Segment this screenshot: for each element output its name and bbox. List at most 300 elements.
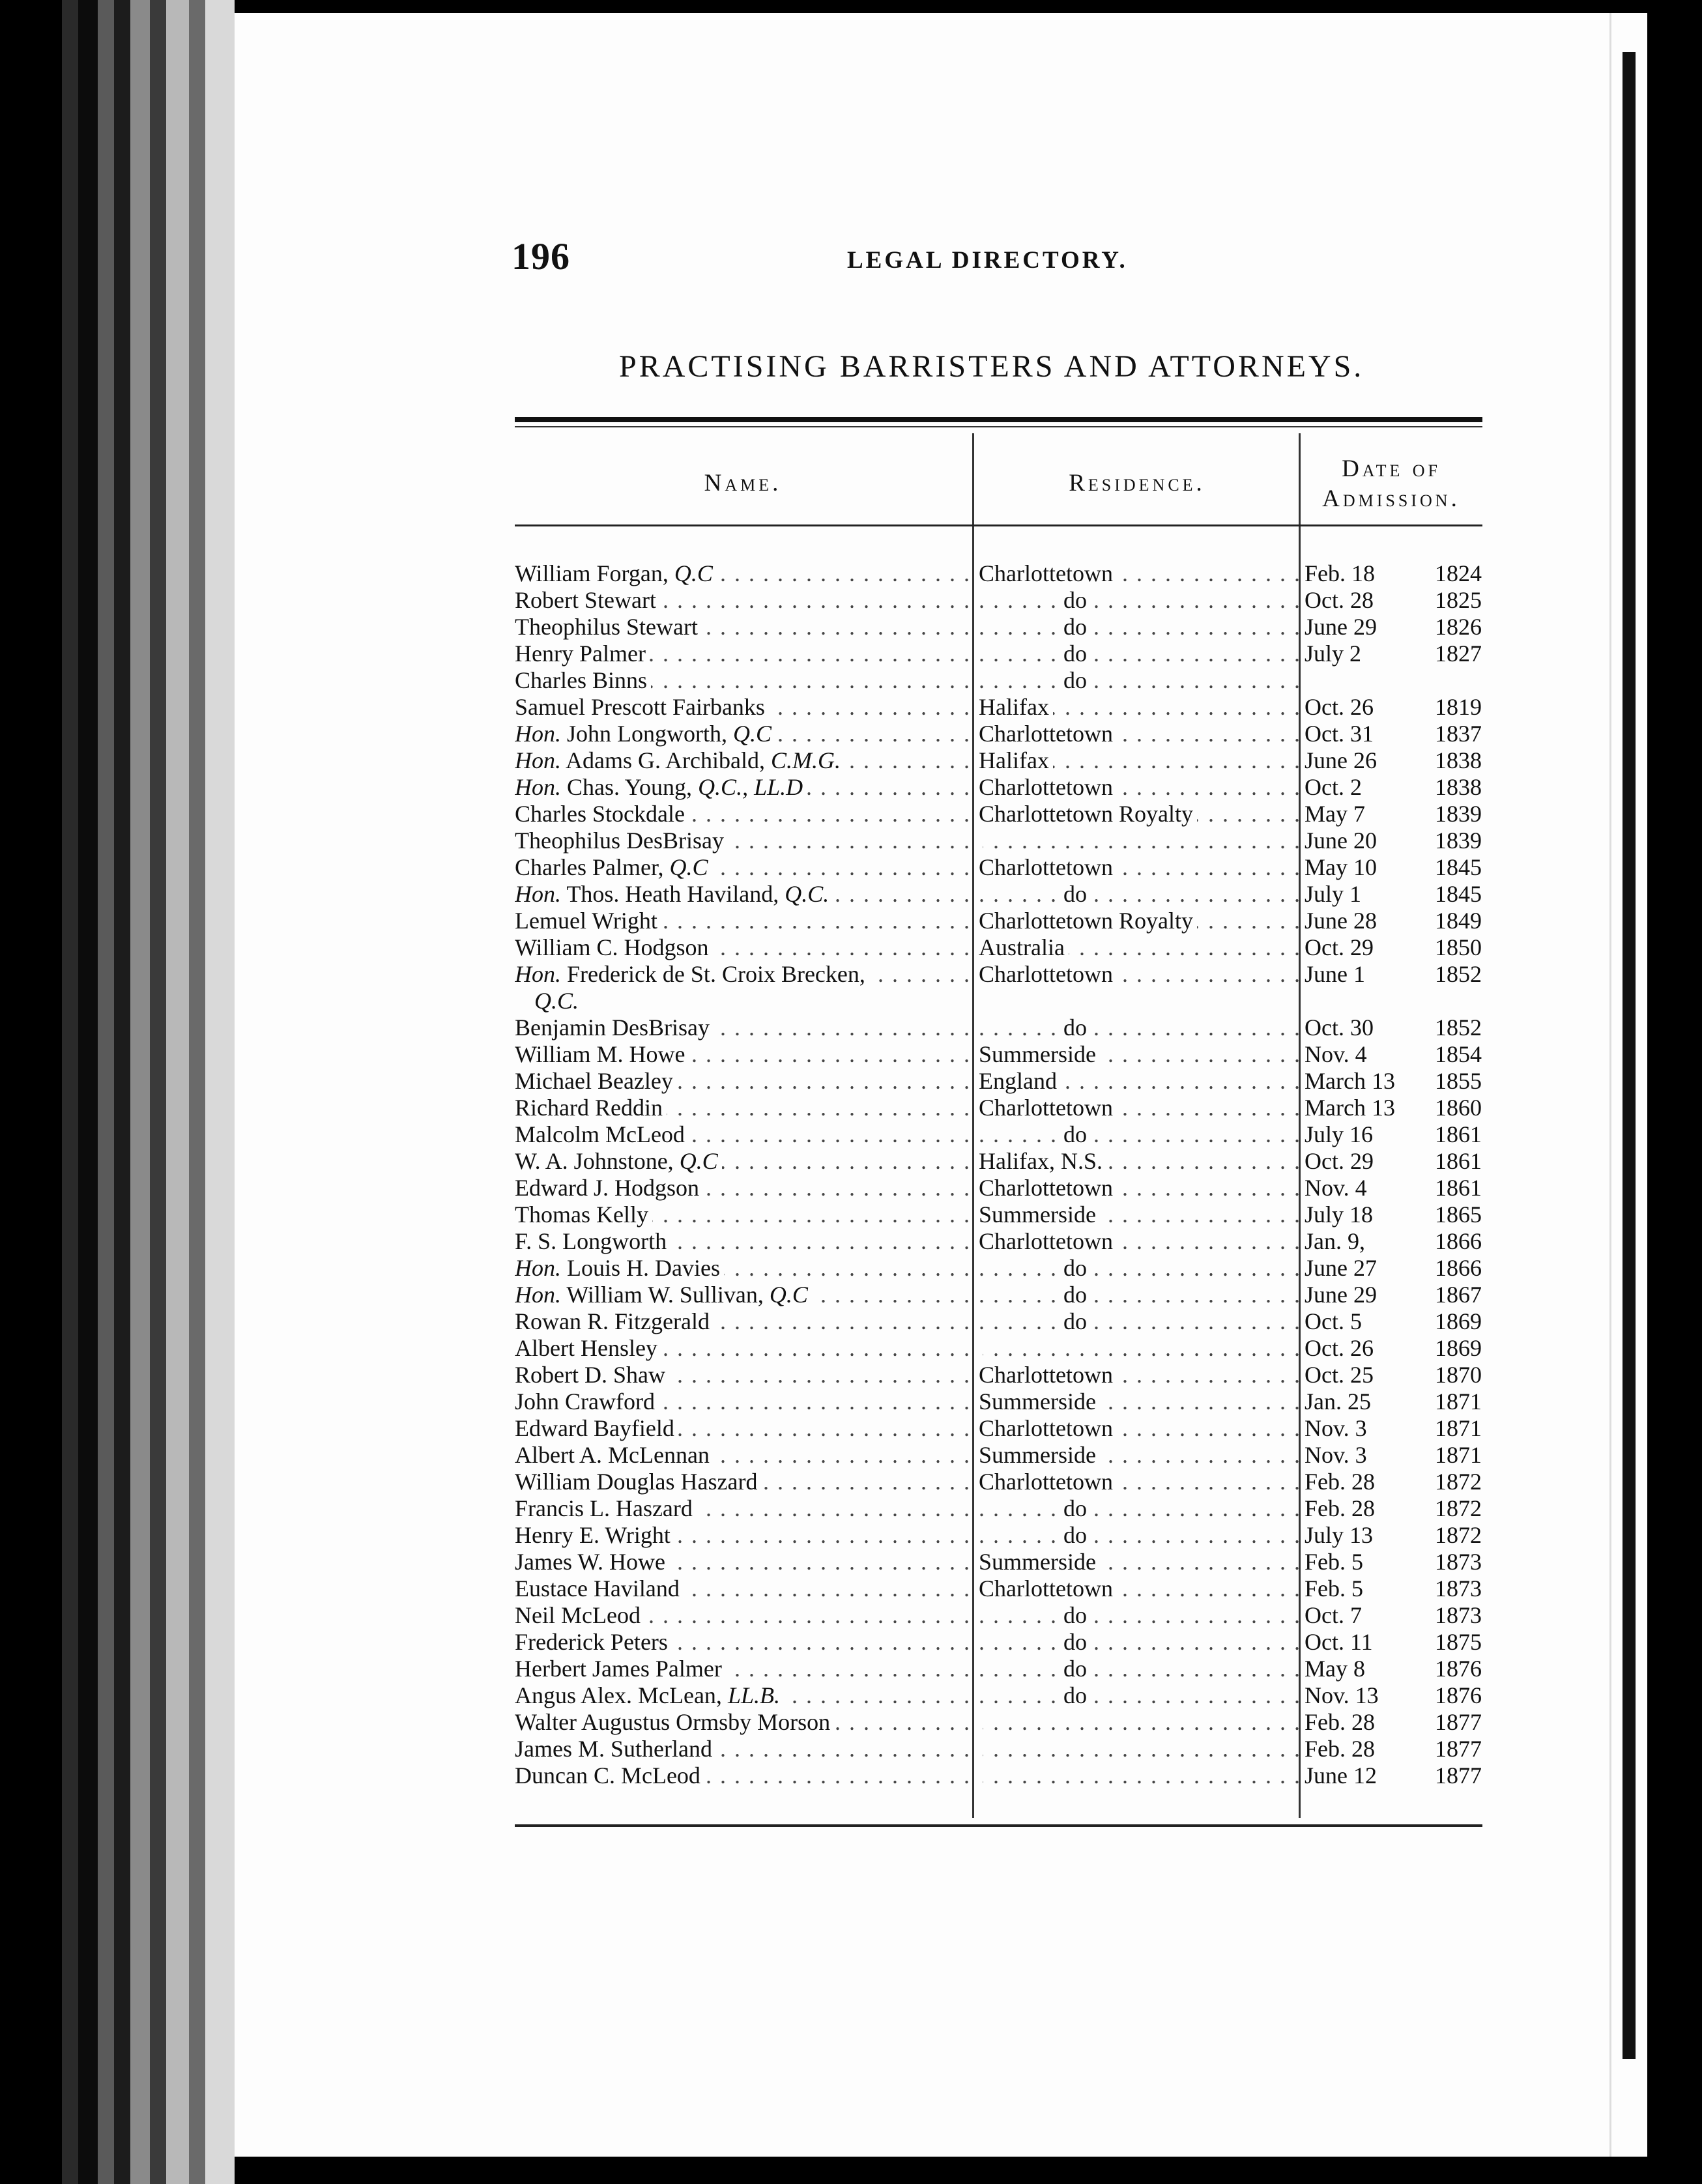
table-row (515, 1335, 1482, 1362)
admission-year: 1845 (1435, 881, 1482, 907)
residence-text: do (1063, 1255, 1091, 1281)
admission-year: 1838 (1435, 747, 1482, 773)
scan-edge-shadow (1623, 52, 1636, 2059)
admission-year: 1866 (1435, 1255, 1482, 1281)
name-text (515, 1575, 684, 1602)
residence-text: Summerside (979, 1388, 1100, 1415)
name-value: James W. Howe (515, 1549, 665, 1575)
admission-date: Oct. 28 (1305, 587, 1374, 613)
table-row (515, 1282, 1482, 1308)
barrister-name (515, 961, 971, 988)
residence-text: Charlottetown (979, 1362, 1117, 1388)
honorific: Hon. (515, 961, 561, 987)
top-rule-thin (515, 426, 1482, 427)
residence-text: do (1063, 587, 1091, 613)
residence-text (979, 827, 983, 854)
table-row (515, 1682, 1482, 1709)
residence-text (979, 1736, 983, 1762)
name-value: Angus Alex. McLean, (515, 1682, 728, 1708)
barrister-name (515, 587, 971, 614)
name-value: Duncan C. McLeod (515, 1762, 700, 1789)
name-value: William Forgan, (515, 560, 674, 586)
admission-date: Nov. 3 (1305, 1442, 1367, 1468)
residence-text: do (1063, 1682, 1091, 1708)
residence (979, 614, 1301, 640)
admission-year: 1865 (1435, 1201, 1482, 1228)
residence-text: do (1063, 1522, 1091, 1548)
name-value: Charles Stockdale (515, 801, 685, 827)
admission-year: 1872 (1435, 1522, 1482, 1548)
residence-text: do (1063, 1121, 1091, 1147)
residence (979, 560, 1301, 587)
table-row (515, 1148, 1482, 1175)
admission-date: Jan. 9, (1305, 1228, 1365, 1254)
barrister-name (515, 1121, 971, 1148)
residence-text: do (1063, 1602, 1091, 1628)
top-rule (515, 417, 1482, 422)
table-row (515, 1201, 1482, 1228)
name-text (515, 774, 807, 800)
admission-date: June 29 (1305, 1282, 1377, 1308)
admission-year: 1875 (1435, 1629, 1482, 1655)
residence-text: Summerside (979, 1041, 1100, 1067)
name-text (515, 881, 833, 907)
admission-date: Feb. 5 (1305, 1549, 1363, 1575)
admission-date: March 13 (1305, 1095, 1395, 1121)
residence (979, 1014, 1301, 1041)
table-row (515, 1095, 1482, 1121)
admission-date: Oct. 25 (1305, 1362, 1374, 1388)
table-row (515, 961, 1482, 1014)
name-text (515, 747, 844, 773)
name-text (515, 1522, 674, 1548)
barrister-name (515, 747, 971, 774)
name-value: Charles Binns (515, 667, 647, 693)
residence (979, 1255, 1301, 1282)
residence-text: Charlottetown (979, 721, 1117, 747)
admission-date: June 26 (1305, 747, 1377, 773)
barrister-name (515, 1629, 971, 1656)
residence-text: Summerside (979, 1442, 1100, 1468)
name-text (515, 1041, 689, 1067)
residence-text: Charlottetown (979, 1469, 1117, 1495)
bottom-rule (515, 1824, 1482, 1827)
residence-text (979, 1762, 983, 1789)
name-text (515, 1656, 726, 1682)
name-value: Edward J. Hodgson (515, 1175, 699, 1201)
honorific: Hon. (515, 774, 561, 800)
name-text (515, 667, 651, 693)
residence (979, 1469, 1301, 1495)
residence-text: Summerside (979, 1201, 1100, 1228)
residence (979, 774, 1301, 801)
residence (979, 961, 1301, 988)
name-text (515, 1549, 669, 1575)
table-row (515, 1549, 1482, 1575)
name-value: Francis L. Haszard (515, 1495, 693, 1521)
table-row (515, 1709, 1482, 1736)
name-value: Adams G. Archibald, (561, 747, 771, 773)
residence (979, 694, 1301, 721)
residence (979, 747, 1301, 774)
admission-date: May 8 (1305, 1656, 1365, 1682)
residence-text: do (1063, 614, 1091, 640)
admission-date: June 29 (1305, 614, 1377, 640)
name-value: John Longworth, (561, 721, 733, 747)
table-row (515, 1388, 1482, 1415)
admission-year: 1872 (1435, 1469, 1482, 1495)
name-text (515, 587, 660, 613)
table-row (515, 1602, 1482, 1629)
residence (979, 934, 1301, 961)
table-row (515, 587, 1482, 614)
name-value: John Crawford (515, 1388, 655, 1415)
name-value: Malcolm McLeod (515, 1121, 685, 1147)
barrister-name (515, 1415, 971, 1442)
name-text (515, 1442, 714, 1468)
residence (979, 801, 1301, 827)
residence (979, 640, 1301, 667)
table-row (515, 667, 1482, 694)
table-row (515, 854, 1482, 881)
admission-date: Oct. 30 (1305, 1014, 1374, 1041)
residence (979, 1575, 1301, 1602)
barrister-name (515, 881, 971, 908)
name-text (515, 1415, 678, 1441)
barrister-name (515, 560, 971, 587)
residence (979, 1308, 1301, 1335)
name-text (515, 827, 728, 854)
honorific: Hon. (515, 1255, 561, 1281)
residence-text: do (1063, 1629, 1091, 1655)
admission-date: Nov. 4 (1305, 1041, 1367, 1067)
name-value: Walter Augustus Ormsby Morson (515, 1709, 831, 1735)
admission-year: 1852 (1435, 1014, 1482, 1041)
admission-year: 1826 (1435, 614, 1482, 640)
table-row (515, 1736, 1482, 1762)
residence (979, 854, 1301, 881)
residence (979, 1068, 1301, 1095)
admission-year: 1819 (1435, 694, 1482, 720)
residence-text: do (1063, 881, 1091, 907)
table-row (515, 1121, 1482, 1148)
name-value: Chas. Young, (561, 774, 699, 800)
admission-date: March 13 (1305, 1068, 1395, 1094)
barrister-name (515, 1575, 971, 1602)
name-text (515, 1121, 689, 1147)
name-text (515, 1282, 812, 1308)
residence-text: Summerside (979, 1549, 1100, 1575)
residence (979, 667, 1301, 694)
barrister-name (515, 1282, 971, 1308)
barrister-name (515, 1335, 971, 1362)
table-row (515, 560, 1482, 587)
admission-year: 1871 (1435, 1415, 1482, 1441)
name-value: Albert Hensley (515, 1335, 657, 1361)
residence (979, 881, 1301, 908)
admission-date: July 16 (1305, 1121, 1374, 1147)
residence-text: Halifax (979, 694, 1053, 720)
table-row (515, 1308, 1482, 1335)
barrister-name (515, 1095, 971, 1121)
barrister-name (515, 1495, 971, 1522)
admission-year: 1854 (1435, 1041, 1482, 1067)
honorific: Hon. (515, 747, 561, 773)
admission-year: 1849 (1435, 908, 1482, 934)
barrister-name (515, 1068, 971, 1095)
barrister-name (515, 774, 971, 801)
barrister-name (515, 1148, 971, 1175)
barrister-name (515, 1522, 971, 1549)
admission-year: 1861 (1435, 1148, 1482, 1174)
residence-text: do (1063, 1308, 1091, 1334)
residence-text (979, 1335, 983, 1361)
name-value: Theophilus DesBrisay (515, 827, 724, 854)
residence (979, 1709, 1301, 1736)
table-row (515, 908, 1482, 934)
admission-date: Nov. 3 (1305, 1415, 1367, 1441)
name-value: Eustace Haviland (515, 1575, 680, 1602)
residence-text: Australia (979, 934, 1069, 960)
admission-year: 1860 (1435, 1095, 1482, 1121)
admission-date: Oct. 11 (1305, 1629, 1373, 1655)
post-nominal: Q.C., LL.D (698, 774, 803, 800)
name-text (515, 1175, 703, 1201)
page-number: 196 (512, 235, 570, 278)
admission-year: 1871 (1435, 1388, 1482, 1415)
table-row (515, 1469, 1482, 1495)
residence-text: do (1063, 640, 1091, 667)
name-text (515, 1709, 834, 1735)
residence (979, 1041, 1301, 1068)
table-row (515, 774, 1482, 801)
name-value: Robert Stewart (515, 587, 656, 613)
name-value: William W. Sullivan, (561, 1282, 770, 1308)
name-text (515, 1255, 724, 1281)
barrister-name (515, 1656, 971, 1682)
admission-date: Oct. 26 (1305, 1335, 1374, 1361)
admission-date: Nov. 4 (1305, 1175, 1367, 1201)
post-nominal: C.M.G. (770, 747, 841, 773)
name-value: Henry E. Wright (515, 1522, 671, 1548)
barrister-name (515, 827, 971, 854)
admission-date: Oct. 7 (1305, 1602, 1362, 1628)
name-text (515, 1762, 704, 1789)
barrister-name (515, 854, 971, 881)
barrister-name (515, 1602, 971, 1629)
post-nominal: Q.C (769, 1282, 808, 1308)
name-value: William Douglas Haszard (515, 1469, 758, 1495)
barrister-name (515, 614, 971, 640)
name-text (515, 801, 689, 827)
barrister-name (515, 1014, 971, 1041)
residence (979, 908, 1301, 934)
barrister-name (515, 1362, 971, 1388)
admission-date: June 1 (1305, 961, 1365, 987)
honorific: Hon. (515, 1282, 561, 1308)
admission-date: Nov. 13 (1305, 1682, 1379, 1708)
admission-date: Feb. 18 (1305, 560, 1375, 586)
name-value: Edward Bayfield (515, 1415, 674, 1441)
name-text (515, 1602, 644, 1628)
name-value: William C. Hodgson (515, 934, 709, 960)
table-row (515, 1014, 1482, 1041)
book-spine (0, 0, 235, 2184)
header-rule (515, 524, 1482, 526)
running-head: LEGAL DIRECTORY. (847, 247, 1128, 274)
barrister-name (515, 721, 971, 747)
name-value: Thomas Kelly (515, 1201, 648, 1228)
admission-date: June 27 (1305, 1255, 1377, 1281)
residence (979, 1656, 1301, 1682)
barrister-name (515, 908, 971, 934)
name-text (515, 1014, 714, 1041)
name-text (515, 1148, 722, 1174)
admission-year: 1873 (1435, 1602, 1482, 1628)
name-text (515, 1095, 667, 1121)
table-row (515, 747, 1482, 774)
post-nominal: Q.C (733, 721, 772, 747)
admission-year: 1845 (1435, 854, 1482, 880)
admission-year: 1850 (1435, 934, 1482, 960)
name-value: Albert A. McLennan (515, 1442, 710, 1468)
barrister-name (515, 1682, 971, 1709)
admission-year: 1869 (1435, 1308, 1482, 1334)
table-row (515, 934, 1482, 961)
table-row (515, 1175, 1482, 1201)
admission-date: Oct. 29 (1305, 1148, 1374, 1174)
column-header-name: Name. (704, 470, 782, 496)
table-row (515, 614, 1482, 640)
barrister-name (515, 1175, 971, 1201)
name-value: F. S. Longworth (515, 1228, 667, 1254)
admission-year: 1877 (1435, 1762, 1482, 1789)
name-value: Henry Palmer (515, 640, 646, 667)
residence (979, 1148, 1301, 1175)
name-value: Herbert James Palmer (515, 1656, 722, 1682)
admission-date: May 7 (1305, 801, 1365, 827)
name-text (515, 1228, 671, 1254)
column-header-date-line2: Admission. (1322, 485, 1460, 512)
residence-text: Charlottetown Royalty (979, 908, 1197, 934)
barrister-name (515, 934, 971, 961)
residence (979, 1736, 1301, 1762)
table-row (515, 1656, 1482, 1682)
column-header-date-line1: Date of (1342, 455, 1441, 482)
residence-text: do (1063, 1014, 1091, 1041)
admission-year: 1877 (1435, 1736, 1482, 1762)
admission-date: Oct. 2 (1305, 774, 1362, 800)
table-row (515, 881, 1482, 908)
column-header-date (1300, 454, 1482, 514)
admission-year: 1855 (1435, 1068, 1482, 1094)
barrister-name (515, 694, 971, 721)
admission-date: June 20 (1305, 827, 1377, 854)
residence (979, 721, 1301, 747)
barrister-name (515, 801, 971, 827)
name-value: Lemuel Wright (515, 908, 657, 934)
name-value: Samuel Prescott Fairbanks (515, 694, 765, 720)
column-header-residence: Residence. (1069, 470, 1205, 496)
post-nominal: Q.C (679, 1148, 718, 1174)
table-row (515, 1228, 1482, 1255)
admission-year: 1861 (1435, 1175, 1482, 1201)
name-text (515, 694, 769, 720)
barrister-name (515, 1041, 971, 1068)
residence (979, 1362, 1301, 1388)
residence-text: Charlottetown (979, 1415, 1117, 1441)
residence (979, 1442, 1301, 1469)
admission-year: 1839 (1435, 801, 1482, 827)
page-title: PRACTISING BARRISTERS AND ATTORNEYS. (619, 349, 1364, 384)
admission-year: 1873 (1435, 1549, 1482, 1575)
name-text (515, 1362, 669, 1388)
admission-date: Oct. 29 (1305, 934, 1374, 960)
residence (979, 1549, 1301, 1575)
residence (979, 1388, 1301, 1415)
admission-year: 1869 (1435, 1335, 1482, 1361)
table-row (515, 1415, 1482, 1442)
residence-text: Charlottetown (979, 560, 1117, 586)
post-nominal: Q.C (669, 854, 708, 880)
name-value: Frederick Peters (515, 1629, 668, 1655)
admission-date: June 12 (1305, 1762, 1377, 1789)
residence (979, 1335, 1301, 1362)
residence (979, 1228, 1301, 1255)
post-nominal: Q.C. (785, 881, 829, 907)
admission-date: Feb. 28 (1305, 1709, 1375, 1735)
table-row (515, 721, 1482, 747)
residence (979, 1682, 1301, 1709)
residence (979, 1602, 1301, 1629)
residence-text: Charlottetown (979, 1175, 1117, 1201)
admission-year: 1867 (1435, 1282, 1482, 1308)
admission-year: 1871 (1435, 1442, 1482, 1468)
residence-text: Halifax (979, 747, 1053, 773)
barrister-name (515, 1709, 971, 1736)
admission-year: 1827 (1435, 640, 1482, 667)
table-row (515, 694, 1482, 721)
residence (979, 1201, 1301, 1228)
barrister-name (515, 1469, 971, 1495)
residence (979, 1175, 1301, 1201)
name-text (515, 1388, 659, 1415)
residence-text: Charlottetown (979, 1228, 1117, 1254)
name-text (515, 934, 713, 960)
table-row (515, 827, 1482, 854)
name-value: Theophilus Stewart (515, 614, 698, 640)
residence-text: Halifax, N.S. (979, 1148, 1106, 1174)
admission-year: 1839 (1435, 827, 1482, 854)
residence-text: England (979, 1068, 1061, 1094)
admission-year: 1873 (1435, 1575, 1482, 1602)
admission-date: July 18 (1305, 1201, 1374, 1228)
residence (979, 827, 1301, 854)
name-value: Louis H. Davies (561, 1255, 720, 1281)
admission-date: Oct. 5 (1305, 1308, 1362, 1334)
name-text (515, 1068, 677, 1094)
admission-year: 1866 (1435, 1228, 1482, 1254)
name-value: Robert D. Shaw (515, 1362, 665, 1388)
residence-text: do (1063, 1495, 1091, 1521)
admission-date: July 2 (1305, 640, 1362, 667)
barrister-name (515, 1308, 971, 1335)
table-row (515, 1068, 1482, 1095)
admission-year: 1876 (1435, 1656, 1482, 1682)
name-continuation: Q.C. (534, 988, 579, 1014)
residence-text: do (1063, 667, 1091, 693)
admission-date: Feb. 28 (1305, 1469, 1375, 1495)
